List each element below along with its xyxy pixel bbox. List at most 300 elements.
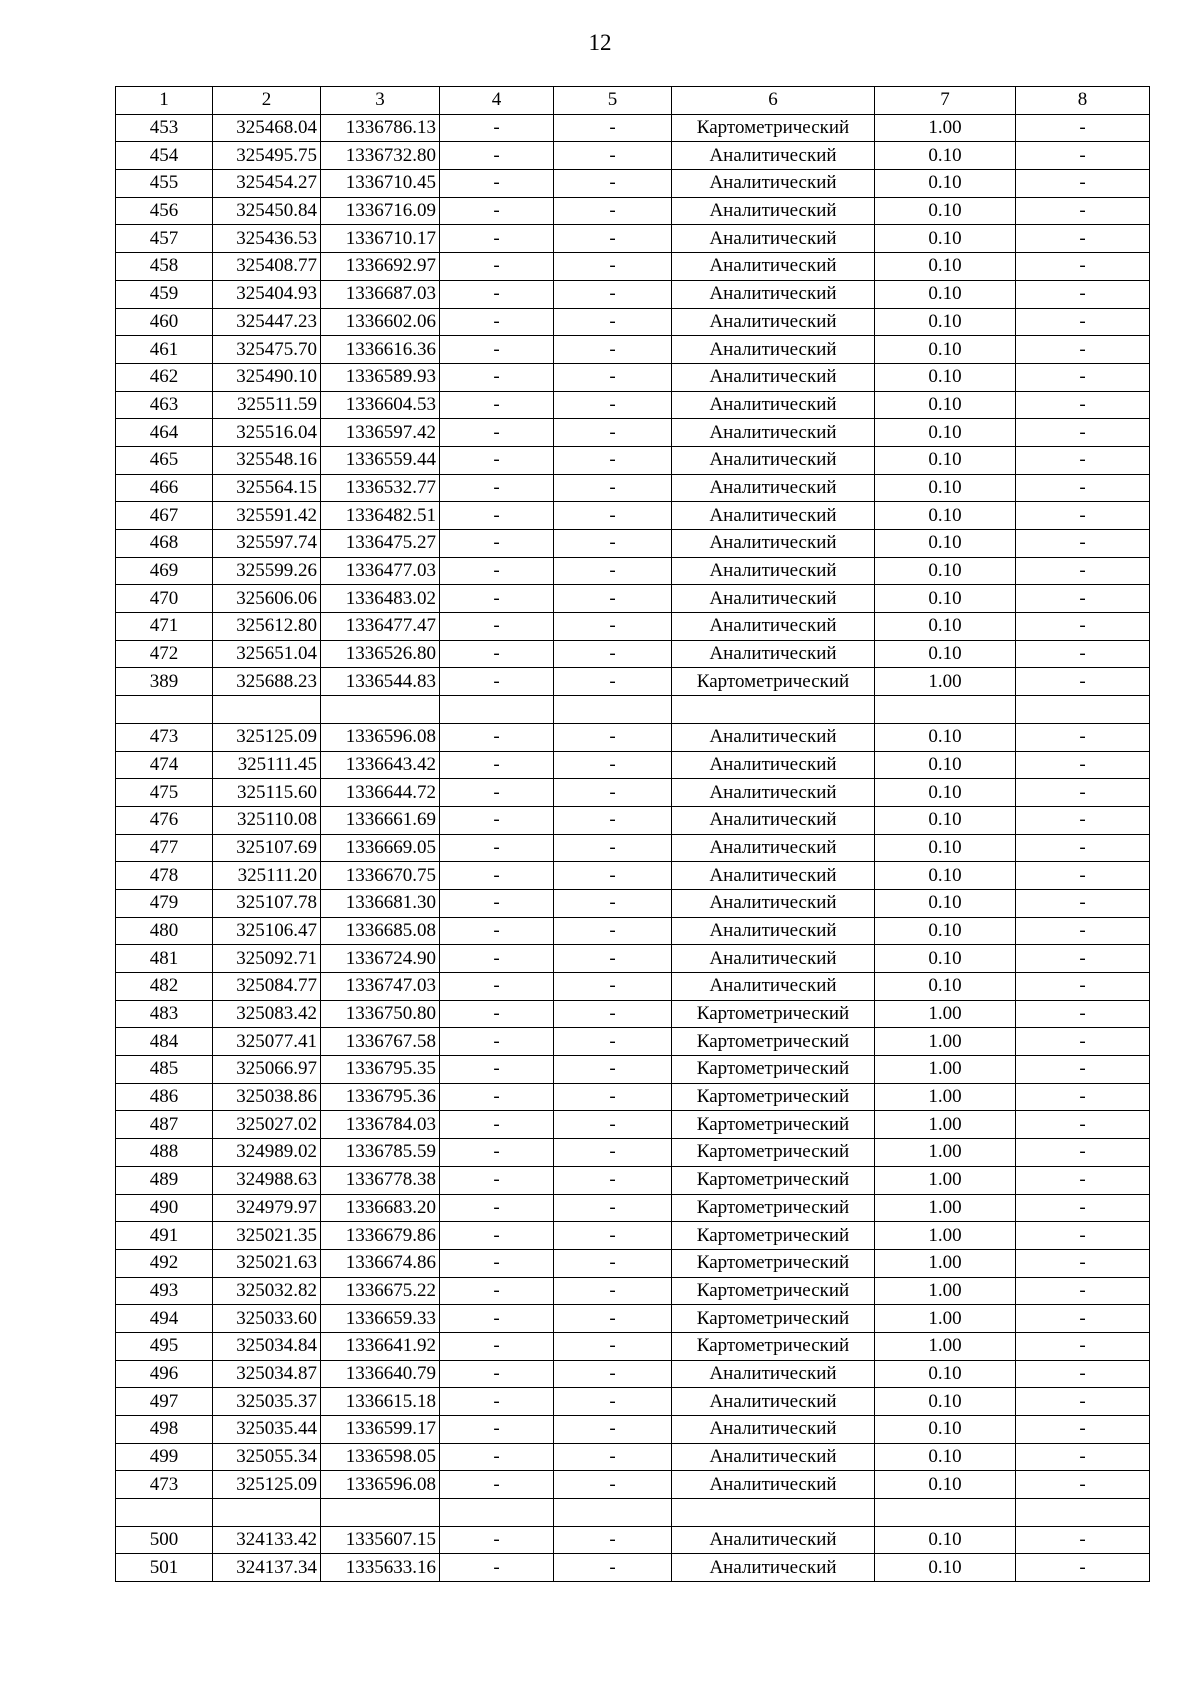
col5-cell: - xyxy=(554,723,672,751)
col8-cell: - xyxy=(1016,336,1150,364)
method-cell: Аналитический xyxy=(672,1554,875,1582)
point-number-cell: 481 xyxy=(116,945,213,973)
point-number-cell: 498 xyxy=(116,1416,213,1444)
table-row xyxy=(116,114,1150,142)
accuracy-cell: 0.10 xyxy=(875,1443,1016,1471)
y-coordinate-cell: 1336732.80 xyxy=(321,142,440,170)
col5-cell: - xyxy=(554,1222,672,1250)
y-coordinate-cell: 1336589.93 xyxy=(321,363,440,391)
point-number-cell: 484 xyxy=(116,1028,213,1056)
col5-cell: - xyxy=(554,1443,672,1471)
point-number-cell: 473 xyxy=(116,1471,213,1499)
col5-cell: - xyxy=(554,170,672,198)
accuracy-cell: 0.10 xyxy=(875,806,1016,834)
col8-cell: - xyxy=(1016,142,1150,170)
table-row xyxy=(116,225,1150,253)
col4-cell: - xyxy=(440,889,554,917)
accuracy-cell xyxy=(875,1499,1016,1527)
coordinates-table xyxy=(115,86,1150,1582)
col8-cell: - xyxy=(1016,557,1150,585)
col8-cell: - xyxy=(1016,1416,1150,1444)
point-number-cell: 486 xyxy=(116,1083,213,1111)
col5-cell: - xyxy=(554,973,672,1001)
col4-cell xyxy=(440,696,554,724)
x-coordinate-cell: 325107.69 xyxy=(213,834,321,862)
accuracy-cell: 1.00 xyxy=(875,1056,1016,1084)
accuracy-cell: 1.00 xyxy=(875,1277,1016,1305)
accuracy-cell: 0.10 xyxy=(875,917,1016,945)
table-row xyxy=(116,585,1150,613)
x-coordinate-cell: 325516.04 xyxy=(213,419,321,447)
col4-cell: - xyxy=(440,1083,554,1111)
accuracy-cell: 0.10 xyxy=(875,834,1016,862)
accuracy-cell: 1.00 xyxy=(875,1000,1016,1028)
col8-cell: - xyxy=(1016,280,1150,308)
y-coordinate-cell: 1336641.92 xyxy=(321,1332,440,1360)
accuracy-cell: 1.00 xyxy=(875,1166,1016,1194)
table-row xyxy=(116,973,1150,1001)
col4-cell: - xyxy=(440,1443,554,1471)
y-coordinate-cell: 1336778.38 xyxy=(321,1166,440,1194)
col4-cell: - xyxy=(440,1222,554,1250)
point-number-cell: 455 xyxy=(116,170,213,198)
accuracy-cell: 1.00 xyxy=(875,1332,1016,1360)
method-cell: Аналитический xyxy=(672,530,875,558)
x-coordinate-cell: 325034.87 xyxy=(213,1360,321,1388)
point-number-cell: 473 xyxy=(116,723,213,751)
table-row xyxy=(116,1111,1150,1139)
table-body xyxy=(116,114,1150,1581)
y-coordinate-cell: 1336559.44 xyxy=(321,446,440,474)
point-number-cell: 488 xyxy=(116,1139,213,1167)
col8-cell: - xyxy=(1016,114,1150,142)
accuracy-cell: 0.10 xyxy=(875,308,1016,336)
accuracy-cell: 0.10 xyxy=(875,1554,1016,1582)
col4-cell: - xyxy=(440,1360,554,1388)
col5-cell: - xyxy=(554,253,672,281)
y-coordinate-cell xyxy=(321,1499,440,1527)
col4-cell: - xyxy=(440,834,554,862)
method-cell: Картометрический xyxy=(672,1332,875,1360)
col4-cell: - xyxy=(440,917,554,945)
method-cell: Аналитический xyxy=(672,1416,875,1444)
accuracy-cell: 1.00 xyxy=(875,1083,1016,1111)
col5-cell: - xyxy=(554,889,672,917)
col8-cell: - xyxy=(1016,917,1150,945)
accuracy-cell: 0.10 xyxy=(875,945,1016,973)
y-coordinate-cell: 1336710.17 xyxy=(321,225,440,253)
x-coordinate-cell: 325115.60 xyxy=(213,779,321,807)
table-row xyxy=(116,170,1150,198)
y-coordinate-cell: 1336750.80 xyxy=(321,1000,440,1028)
accuracy-cell: 0.10 xyxy=(875,585,1016,613)
point-number-cell: 474 xyxy=(116,751,213,779)
y-coordinate-cell: 1336596.08 xyxy=(321,723,440,751)
x-coordinate-cell: 325408.77 xyxy=(213,253,321,281)
col4-cell: - xyxy=(440,585,554,613)
y-coordinate-cell: 1336659.33 xyxy=(321,1305,440,1333)
method-cell: Аналитический xyxy=(672,779,875,807)
point-number-cell: 470 xyxy=(116,585,213,613)
x-coordinate-cell: 325688.23 xyxy=(213,668,321,696)
y-coordinate-cell: 1336785.59 xyxy=(321,1139,440,1167)
point-number-cell: 475 xyxy=(116,779,213,807)
col8-cell: - xyxy=(1016,668,1150,696)
table-row xyxy=(116,889,1150,917)
col4-cell: - xyxy=(440,1305,554,1333)
y-coordinate-cell: 1335633.16 xyxy=(321,1554,440,1582)
x-coordinate-cell xyxy=(213,696,321,724)
y-coordinate-cell: 1336767.58 xyxy=(321,1028,440,1056)
col8-cell: - xyxy=(1016,1388,1150,1416)
method-cell: Картометрический xyxy=(672,114,875,142)
table-row xyxy=(116,1471,1150,1499)
point-number-cell: 464 xyxy=(116,419,213,447)
point-number-cell: 471 xyxy=(116,613,213,641)
y-coordinate-cell: 1336679.86 xyxy=(321,1222,440,1250)
col5-cell: - xyxy=(554,197,672,225)
point-number-cell: 459 xyxy=(116,280,213,308)
x-coordinate-cell: 325033.60 xyxy=(213,1305,321,1333)
point-number-cell: 454 xyxy=(116,142,213,170)
point-number-cell: 477 xyxy=(116,834,213,862)
table-row xyxy=(116,1277,1150,1305)
y-coordinate-cell: 1336683.20 xyxy=(321,1194,440,1222)
col8-cell: - xyxy=(1016,945,1150,973)
method-cell: Картометрический xyxy=(672,1194,875,1222)
method-cell: Аналитический xyxy=(672,834,875,862)
point-number-cell: 495 xyxy=(116,1332,213,1360)
method-cell: Картометрический xyxy=(672,1222,875,1250)
x-coordinate-cell: 325125.09 xyxy=(213,723,321,751)
point-number-cell: 485 xyxy=(116,1056,213,1084)
x-coordinate-cell: 325032.82 xyxy=(213,1277,321,1305)
col4-cell: - xyxy=(440,723,554,751)
table-row xyxy=(116,197,1150,225)
col8-cell: - xyxy=(1016,973,1150,1001)
column-header: 3 xyxy=(321,87,440,115)
col8-cell: - xyxy=(1016,1554,1150,1582)
method-cell: Аналитический xyxy=(672,585,875,613)
x-coordinate-cell: 325034.84 xyxy=(213,1332,321,1360)
x-coordinate-cell: 325404.93 xyxy=(213,280,321,308)
accuracy-cell: 0.10 xyxy=(875,225,1016,253)
column-header: 4 xyxy=(440,87,554,115)
accuracy-cell: 0.10 xyxy=(875,391,1016,419)
col5-cell: - xyxy=(554,1056,672,1084)
col8-cell: - xyxy=(1016,1028,1150,1056)
col5-cell: - xyxy=(554,419,672,447)
col4-cell: - xyxy=(440,1194,554,1222)
y-coordinate-cell: 1336644.72 xyxy=(321,779,440,807)
x-coordinate-cell: 324988.63 xyxy=(213,1166,321,1194)
col4-cell: - xyxy=(440,170,554,198)
x-coordinate-cell: 325599.26 xyxy=(213,557,321,585)
y-coordinate-cell: 1336670.75 xyxy=(321,862,440,890)
point-number-cell: 466 xyxy=(116,474,213,502)
col8-cell: - xyxy=(1016,391,1150,419)
col5-cell: - xyxy=(554,1554,672,1582)
column-header: 2 xyxy=(213,87,321,115)
table-row xyxy=(116,834,1150,862)
col4-cell: - xyxy=(440,419,554,447)
accuracy-cell: 0.10 xyxy=(875,613,1016,641)
table-row xyxy=(116,751,1150,779)
table-row xyxy=(116,1526,1150,1554)
col5-cell: - xyxy=(554,1166,672,1194)
point-number-cell: 489 xyxy=(116,1166,213,1194)
col5-cell: - xyxy=(554,1305,672,1333)
table-row xyxy=(116,668,1150,696)
point-number-cell: 479 xyxy=(116,889,213,917)
point-number-cell xyxy=(116,1499,213,1527)
y-coordinate-cell: 1336674.86 xyxy=(321,1249,440,1277)
col8-cell: - xyxy=(1016,834,1150,862)
method-cell: Аналитический xyxy=(672,751,875,779)
col5-cell: - xyxy=(554,945,672,973)
column-header: 1 xyxy=(116,87,213,115)
col8-cell: - xyxy=(1016,1249,1150,1277)
table-row xyxy=(116,1554,1150,1582)
y-coordinate-cell: 1336643.42 xyxy=(321,751,440,779)
col8-cell: - xyxy=(1016,1526,1150,1554)
accuracy-cell: 0.10 xyxy=(875,751,1016,779)
col8-cell: - xyxy=(1016,474,1150,502)
col8-cell: - xyxy=(1016,197,1150,225)
y-coordinate-cell: 1336604.53 xyxy=(321,391,440,419)
col5-cell: - xyxy=(554,336,672,364)
col4-cell: - xyxy=(440,1139,554,1167)
y-coordinate-cell: 1336615.18 xyxy=(321,1388,440,1416)
col4-cell: - xyxy=(440,862,554,890)
col8-cell: - xyxy=(1016,308,1150,336)
x-coordinate-cell xyxy=(213,1499,321,1527)
y-coordinate-cell: 1336661.69 xyxy=(321,806,440,834)
table-row xyxy=(116,1332,1150,1360)
method-cell: Аналитический xyxy=(672,917,875,945)
table-row xyxy=(116,1083,1150,1111)
accuracy-cell: 0.10 xyxy=(875,197,1016,225)
col5-cell: - xyxy=(554,363,672,391)
col4-cell: - xyxy=(440,1056,554,1084)
x-coordinate-cell: 325548.16 xyxy=(213,446,321,474)
x-coordinate-cell: 325454.27 xyxy=(213,170,321,198)
col5-cell: - xyxy=(554,114,672,142)
point-number-cell: 496 xyxy=(116,1360,213,1388)
col8-cell xyxy=(1016,1499,1150,1527)
col8-cell: - xyxy=(1016,1139,1150,1167)
method-cell: Аналитический xyxy=(672,363,875,391)
y-coordinate-cell: 1336685.08 xyxy=(321,917,440,945)
accuracy-cell: 0.10 xyxy=(875,862,1016,890)
x-coordinate-cell: 325083.42 xyxy=(213,1000,321,1028)
method-cell: Картометрический xyxy=(672,1083,875,1111)
col8-cell: - xyxy=(1016,613,1150,641)
y-coordinate-cell: 1336599.17 xyxy=(321,1416,440,1444)
col4-cell: - xyxy=(440,806,554,834)
point-number-cell: 500 xyxy=(116,1526,213,1554)
table-row xyxy=(116,917,1150,945)
point-number-cell: 493 xyxy=(116,1277,213,1305)
x-coordinate-cell: 325651.04 xyxy=(213,640,321,668)
col4-cell: - xyxy=(440,391,554,419)
accuracy-cell: 0.10 xyxy=(875,336,1016,364)
col4-cell: - xyxy=(440,1526,554,1554)
method-cell: Аналитический xyxy=(672,336,875,364)
col4-cell: - xyxy=(440,336,554,364)
accuracy-cell: 1.00 xyxy=(875,1305,1016,1333)
x-coordinate-cell: 325107.78 xyxy=(213,889,321,917)
col4-cell: - xyxy=(440,502,554,530)
method-cell: Аналитический xyxy=(672,474,875,502)
y-coordinate-cell: 1336598.05 xyxy=(321,1443,440,1471)
method-cell: Аналитический xyxy=(672,945,875,973)
table-row xyxy=(116,1166,1150,1194)
method-cell: Картометрический xyxy=(672,1305,875,1333)
y-coordinate-cell: 1336795.36 xyxy=(321,1083,440,1111)
y-coordinate-cell: 1336795.35 xyxy=(321,1056,440,1084)
method-cell: Картометрический xyxy=(672,1277,875,1305)
y-coordinate-cell: 1336710.45 xyxy=(321,170,440,198)
col5-cell: - xyxy=(554,1083,672,1111)
col8-cell: - xyxy=(1016,1443,1150,1471)
col5-cell: - xyxy=(554,391,672,419)
x-coordinate-cell: 324979.97 xyxy=(213,1194,321,1222)
y-coordinate-cell: 1336716.09 xyxy=(321,197,440,225)
method-cell: Аналитический xyxy=(672,446,875,474)
method-cell: Аналитический xyxy=(672,973,875,1001)
col5-cell: - xyxy=(554,446,672,474)
table-row xyxy=(116,862,1150,890)
table-row xyxy=(116,1305,1150,1333)
table-row xyxy=(116,1222,1150,1250)
accuracy-cell: 1.00 xyxy=(875,1139,1016,1167)
x-coordinate-cell: 325038.86 xyxy=(213,1083,321,1111)
col5-cell: - xyxy=(554,668,672,696)
point-number-cell: 494 xyxy=(116,1305,213,1333)
col8-cell: - xyxy=(1016,585,1150,613)
accuracy-cell: 1.00 xyxy=(875,1222,1016,1250)
col8-cell: - xyxy=(1016,1194,1150,1222)
col4-cell: - xyxy=(440,1471,554,1499)
accuracy-cell xyxy=(875,696,1016,724)
col5-cell: - xyxy=(554,1139,672,1167)
col4-cell: - xyxy=(440,225,554,253)
table-row xyxy=(116,1443,1150,1471)
point-number-cell: 501 xyxy=(116,1554,213,1582)
point-number-cell: 457 xyxy=(116,225,213,253)
y-coordinate-cell: 1336597.42 xyxy=(321,419,440,447)
method-cell: Аналитический xyxy=(672,557,875,585)
table-row xyxy=(116,1194,1150,1222)
col4-cell: - xyxy=(440,280,554,308)
accuracy-cell: 0.10 xyxy=(875,557,1016,585)
method-cell: Картометрический xyxy=(672,1166,875,1194)
col5-cell: - xyxy=(554,1526,672,1554)
col4-cell: - xyxy=(440,197,554,225)
x-coordinate-cell: 325612.80 xyxy=(213,613,321,641)
accuracy-cell: 0.10 xyxy=(875,530,1016,558)
col4-cell: - xyxy=(440,1249,554,1277)
col5-cell xyxy=(554,696,672,724)
accuracy-cell: 0.10 xyxy=(875,1416,1016,1444)
x-coordinate-cell: 325111.20 xyxy=(213,862,321,890)
y-coordinate-cell: 1336692.97 xyxy=(321,253,440,281)
col4-cell: - xyxy=(440,530,554,558)
col8-cell: - xyxy=(1016,1305,1150,1333)
method-cell: Аналитический xyxy=(672,1360,875,1388)
x-coordinate-cell: 325035.44 xyxy=(213,1416,321,1444)
x-coordinate-cell: 325495.75 xyxy=(213,142,321,170)
point-number-cell xyxy=(116,696,213,724)
y-coordinate-cell xyxy=(321,696,440,724)
y-coordinate-cell: 1336596.08 xyxy=(321,1471,440,1499)
accuracy-cell: 0.10 xyxy=(875,1471,1016,1499)
col5-cell: - xyxy=(554,1388,672,1416)
col5-cell: - xyxy=(554,474,672,502)
method-cell: Аналитический xyxy=(672,391,875,419)
table-row xyxy=(116,1416,1150,1444)
y-coordinate-cell: 1336681.30 xyxy=(321,889,440,917)
col5-cell: - xyxy=(554,613,672,641)
col4-cell: - xyxy=(440,640,554,668)
method-cell: Аналитический xyxy=(672,225,875,253)
method-cell xyxy=(672,1499,875,1527)
point-number-cell: 472 xyxy=(116,640,213,668)
accuracy-cell: 0.10 xyxy=(875,723,1016,751)
table-row xyxy=(116,1249,1150,1277)
column-header: 7 xyxy=(875,87,1016,115)
method-cell: Картометрический xyxy=(672,1111,875,1139)
accuracy-cell: 0.10 xyxy=(875,474,1016,502)
col5-cell: - xyxy=(554,640,672,668)
x-coordinate-cell: 324133.42 xyxy=(213,1526,321,1554)
table-row xyxy=(116,308,1150,336)
col8-cell: - xyxy=(1016,862,1150,890)
method-cell: Аналитический xyxy=(672,862,875,890)
x-coordinate-cell: 325084.77 xyxy=(213,973,321,1001)
y-coordinate-cell: 1336724.90 xyxy=(321,945,440,973)
point-number-cell: 461 xyxy=(116,336,213,364)
accuracy-cell: 0.10 xyxy=(875,889,1016,917)
column-header: 8 xyxy=(1016,87,1150,115)
y-coordinate-cell: 1336669.05 xyxy=(321,834,440,862)
y-coordinate-cell: 1336477.03 xyxy=(321,557,440,585)
method-cell: Аналитический xyxy=(672,1526,875,1554)
col4-cell: - xyxy=(440,1000,554,1028)
accuracy-cell: 0.10 xyxy=(875,363,1016,391)
x-coordinate-cell: 325606.06 xyxy=(213,585,321,613)
table-row xyxy=(116,530,1150,558)
x-coordinate-cell: 325125.09 xyxy=(213,1471,321,1499)
method-cell: Аналитический xyxy=(672,142,875,170)
point-number-cell: 460 xyxy=(116,308,213,336)
point-number-cell: 482 xyxy=(116,973,213,1001)
point-number-cell: 497 xyxy=(116,1388,213,1416)
col4-cell: - xyxy=(440,751,554,779)
accuracy-cell: 0.10 xyxy=(875,973,1016,1001)
col5-cell xyxy=(554,1499,672,1527)
point-number-cell: 469 xyxy=(116,557,213,585)
header-row xyxy=(116,87,1150,115)
col5-cell: - xyxy=(554,1332,672,1360)
col8-cell: - xyxy=(1016,889,1150,917)
method-cell: Картометрический xyxy=(672,668,875,696)
x-coordinate-cell: 325475.70 xyxy=(213,336,321,364)
point-number-cell: 467 xyxy=(116,502,213,530)
y-coordinate-cell: 1336616.36 xyxy=(321,336,440,364)
table-row xyxy=(116,806,1150,834)
